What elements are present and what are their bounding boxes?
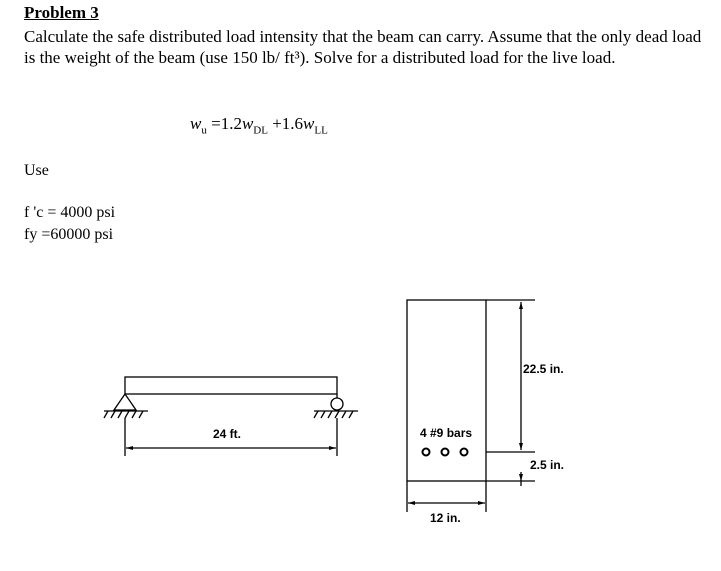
eq-coef2: 1.6: [281, 114, 304, 133]
eq-var1: w: [241, 114, 254, 133]
beam-cross-section: [407, 300, 486, 481]
cover-label: 2.5 in.: [530, 458, 565, 472]
eq-lhs-var: w: [190, 114, 202, 133]
use-label: Use: [24, 162, 49, 179]
bars-label: 4 #9 bars: [420, 426, 473, 440]
eq-equals: =: [211, 114, 221, 133]
eq-sub2: LL: [314, 124, 328, 137]
width-label: 12 in.: [430, 511, 461, 525]
eq-coef1: 1.2: [220, 114, 242, 133]
concrete-strength: f 'c = 4000 psi: [24, 204, 116, 221]
roller-support-icon: [314, 394, 358, 418]
problem-title: Problem 3: [24, 3, 99, 22]
height-dimension: [486, 300, 535, 452]
eq-lhs-sub: u: [201, 124, 207, 137]
width-dimension: [407, 481, 486, 512]
beam-body: [125, 377, 337, 394]
span-label: 24 ft.: [213, 427, 242, 441]
cover-dimension: [486, 472, 535, 486]
eq-sub1: DL: [253, 124, 268, 137]
eq-plus: +: [272, 114, 282, 133]
eq-var2: w: [303, 114, 315, 133]
rebar-circles: [423, 449, 468, 456]
steel-yield-strength: fy =60000 psi: [24, 226, 114, 243]
pin-support-icon: [104, 394, 148, 418]
problem-statement: Calculate the safe distributed load intensity that the beam can carry. Assume that the only dead load is the weight of the beam (use 150 lb/ ft³). Solve for a distributed load for the live load.: [24, 27, 702, 67]
height-label: 22.5 in.: [523, 362, 564, 376]
